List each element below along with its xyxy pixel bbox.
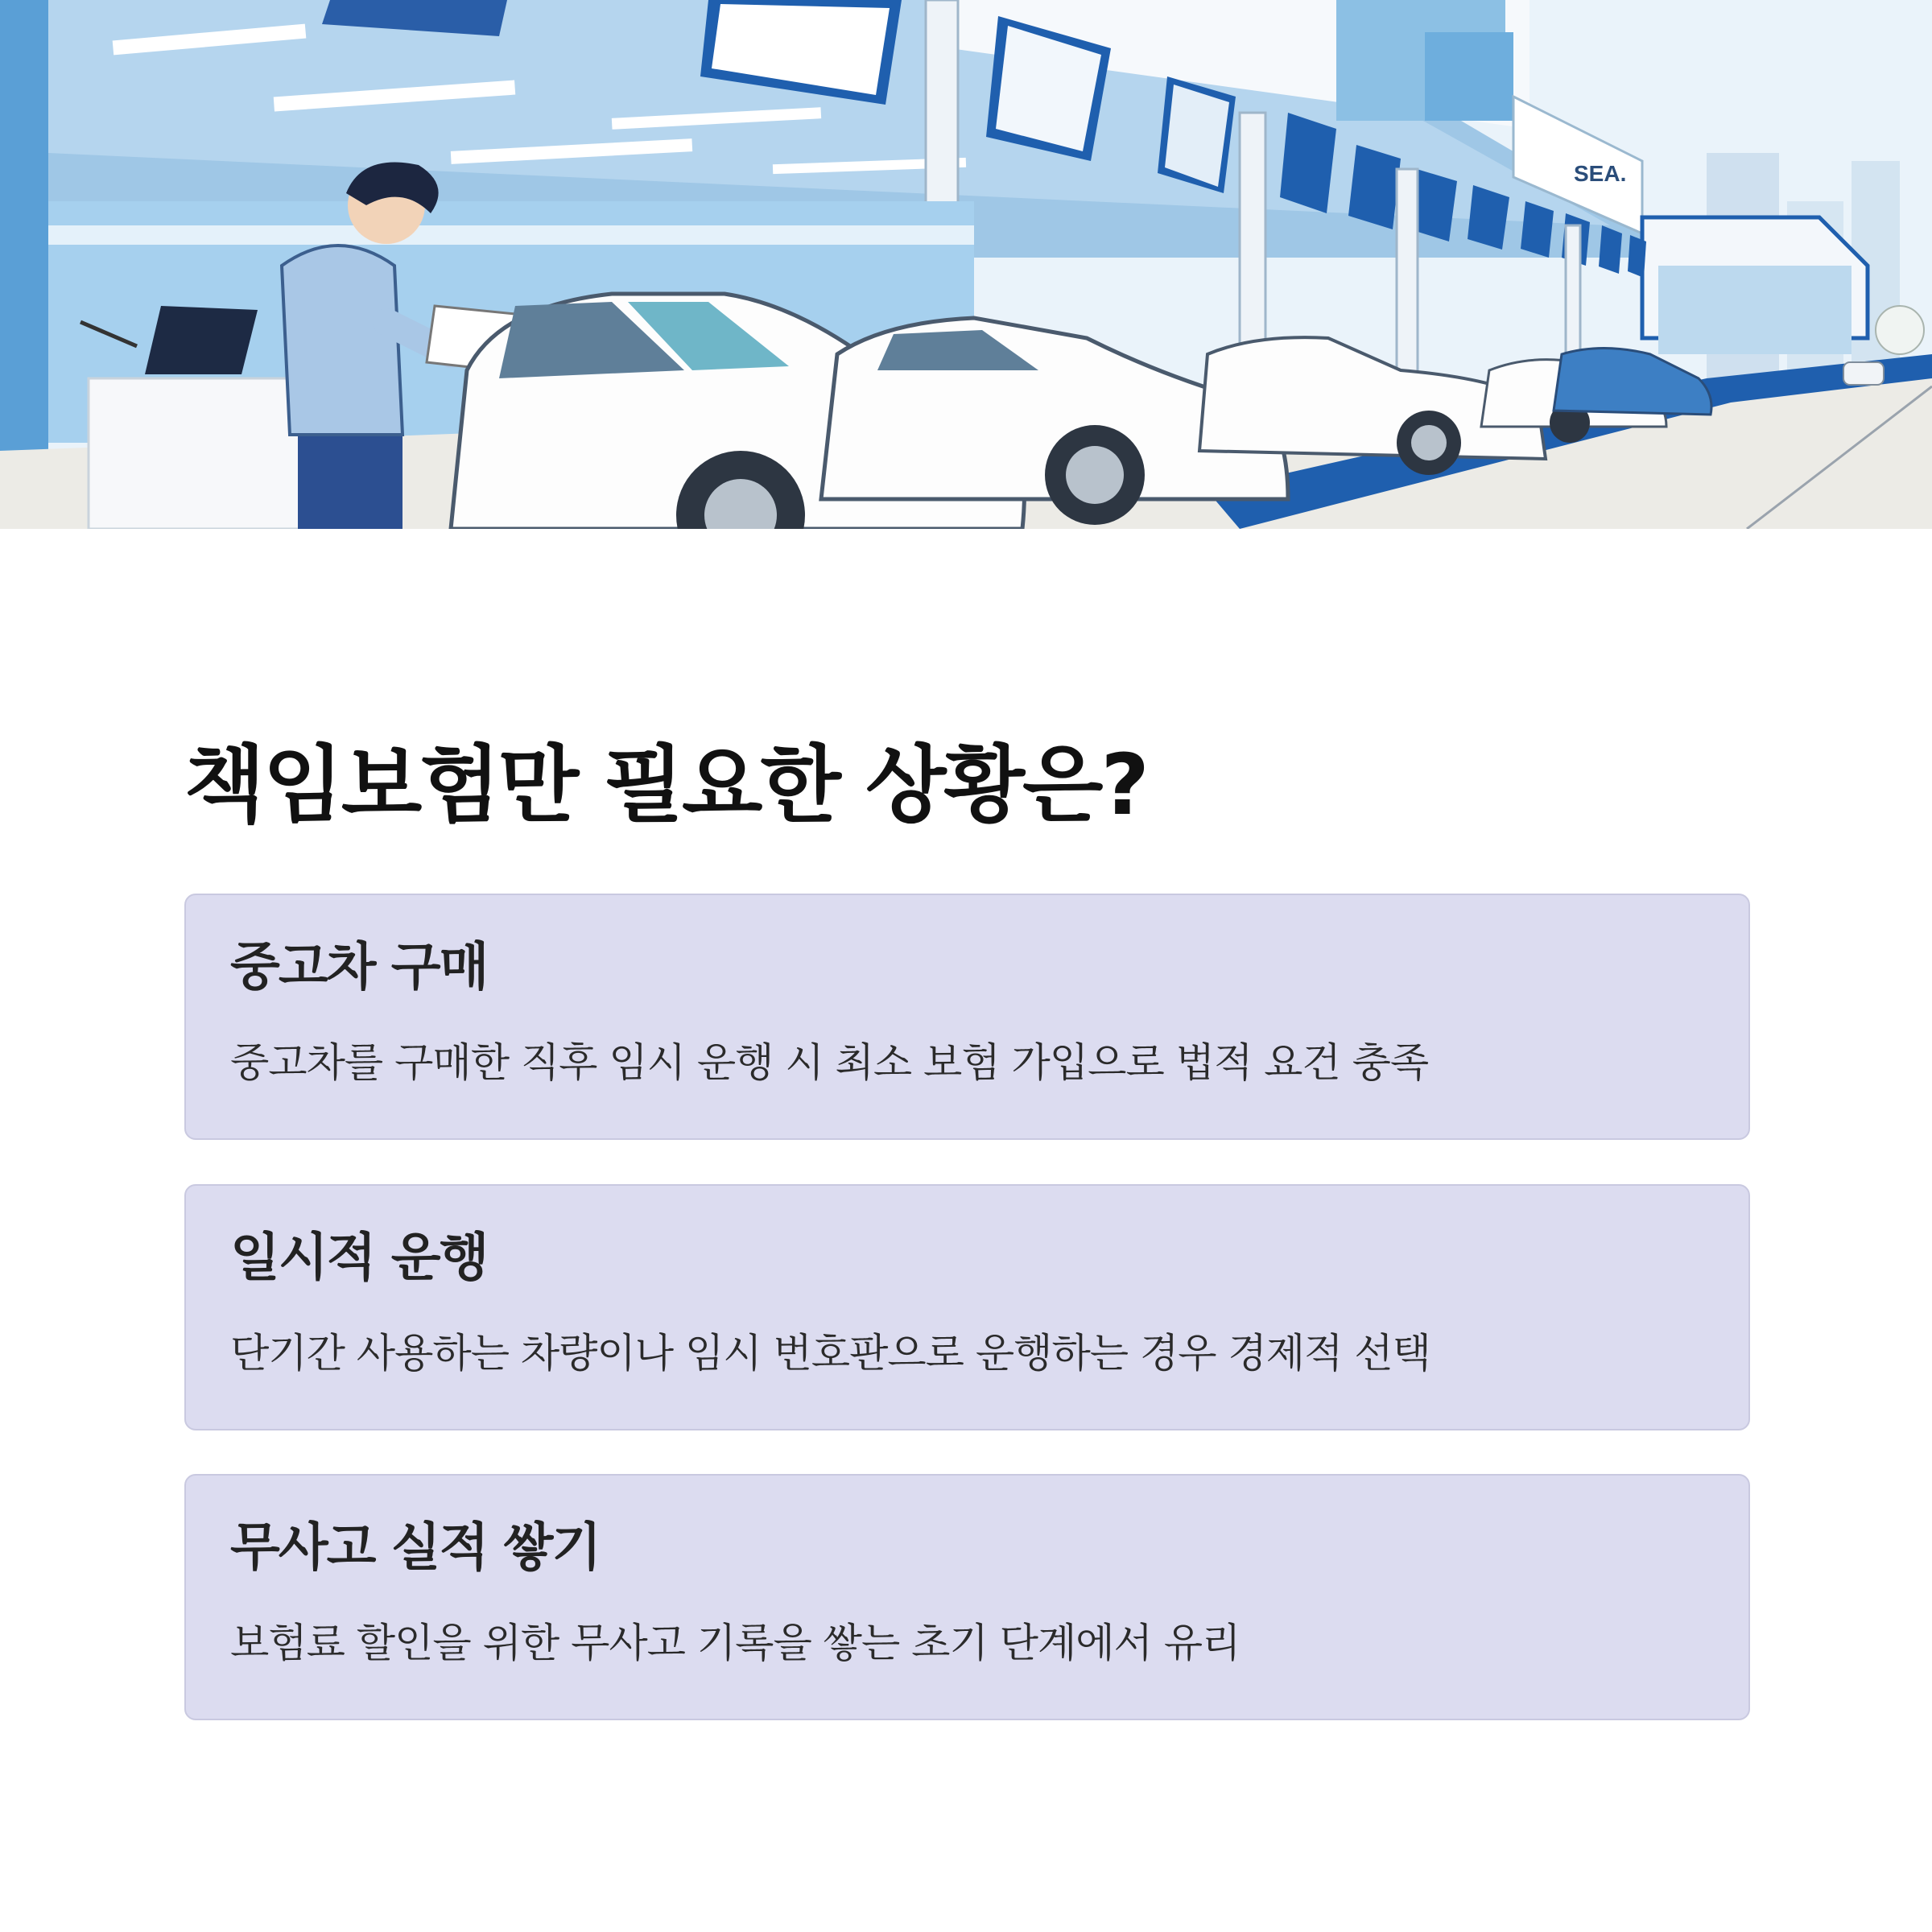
- card-used-car-purchase: [184, 894, 1750, 1140]
- card-no-accident-record: [184, 1474, 1750, 1720]
- card-title: 무사고 실적 쌓기: [230, 1518, 601, 1578]
- dealership-illustration: [0, 0, 1932, 529]
- card-description: 중고차를 구매한 직후 임시 운행 시 최소 보험 가입으로 법적 요건 충족: [230, 1039, 1429, 1086]
- card-description: 보험료 할인을 위한 무사고 기록을 쌓는 초기 단계에서 유리: [230, 1620, 1241, 1666]
- hero-illustration: [0, 0, 1932, 529]
- svg-text:SEA.: SEA.: [1574, 161, 1627, 186]
- card-description: 단기간 사용하는 차량이나 임시 번호판으로 운행하는 경우 경제적 선택: [230, 1330, 1430, 1377]
- section-heading: 책임보험만 필요한 상황은?: [184, 736, 1147, 834]
- card-title: 중고차 구매: [230, 938, 488, 997]
- card-title: 일시적 운행: [230, 1228, 488, 1288]
- card-temporary-driving: [184, 1184, 1750, 1430]
